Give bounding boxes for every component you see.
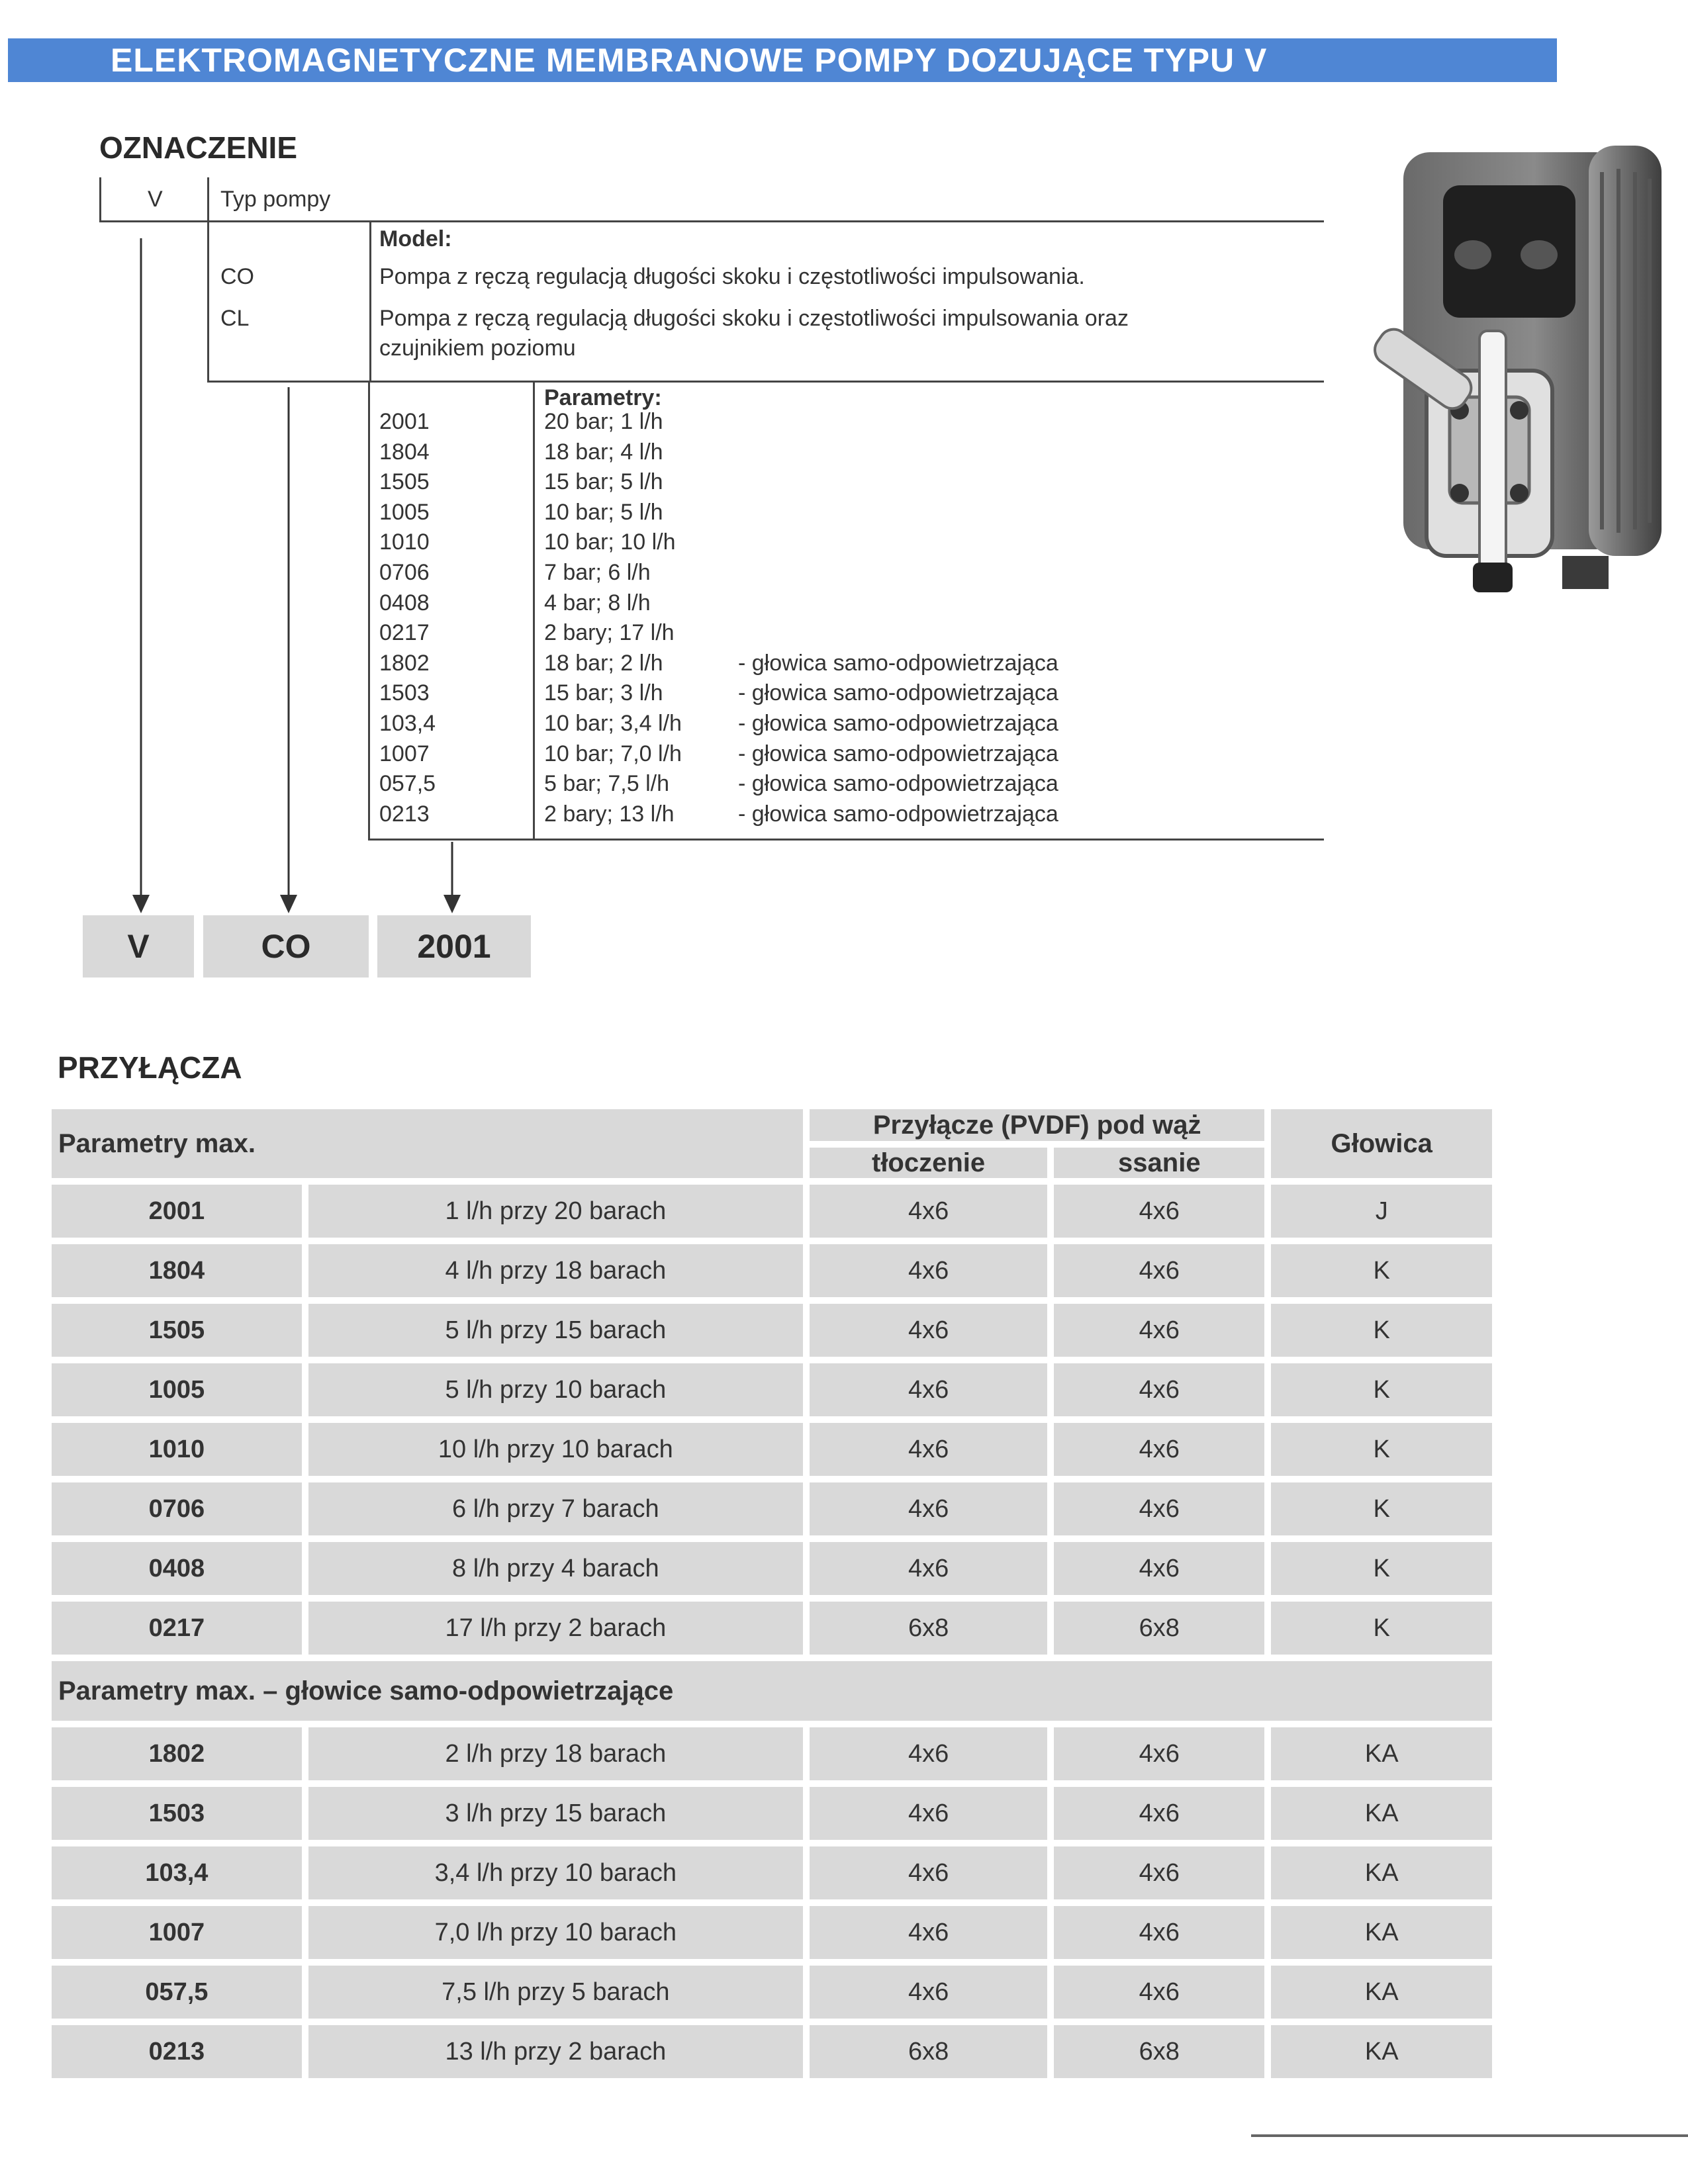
param-note: - głowica samo-odpowietrzająca <box>738 801 1058 827</box>
row-suction: 4x6 <box>1054 1482 1264 1535</box>
param-code: 1007 <box>379 741 430 766</box>
row-code: 0706 <box>52 1482 302 1535</box>
param-value: 7 bar; 6 l/h <box>544 560 651 585</box>
row-head: K <box>1271 1482 1492 1535</box>
col-params-header: Parametry max. <box>52 1109 803 1178</box>
row-suction: 4x6 <box>1054 1304 1264 1357</box>
param-note: - głowica samo-odpowietrzająca <box>738 711 1058 736</box>
row-head: J <box>1271 1185 1492 1238</box>
row-code: 0217 <box>52 1602 302 1655</box>
param-note: - głowica samo-odpowietrzająca <box>738 771 1058 797</box>
row-suction: 4x6 <box>1054 1244 1264 1297</box>
row-code: 1505 <box>52 1304 302 1357</box>
model-desc-cl-line1: Pompa z ręczą regulacją długości skoku i częstotliwości impulsowania oraz <box>379 306 1129 331</box>
row-discharge: 4x6 <box>810 1423 1047 1476</box>
param-code: 1505 <box>379 469 430 495</box>
row-code: 0213 <box>52 2025 302 2078</box>
pump-illustration <box>1370 132 1675 596</box>
row-discharge: 4x6 <box>810 1906 1047 1959</box>
param-code: 1802 <box>379 650 430 676</box>
model-label: Model: <box>379 226 452 251</box>
arrow-model-head <box>280 895 297 913</box>
row-suction: 4x6 <box>1054 1727 1264 1780</box>
param-code: 1005 <box>379 499 430 525</box>
row-code: 2001 <box>52 1185 302 1238</box>
row-discharge: 4x6 <box>810 1787 1047 1840</box>
model-code-co: CO <box>220 264 254 289</box>
param-value: 2 bary; 13 l/h <box>544 801 675 827</box>
param-value: 15 bar; 3 l/h <box>544 680 663 706</box>
footer-divider <box>1251 2134 1688 2137</box>
param-value: 18 bar; 2 l/h <box>544 650 663 676</box>
param-code: 2001 <box>379 409 430 434</box>
param-value: 4 bar; 8 l/h <box>544 590 651 615</box>
example-code-type: V <box>83 915 194 978</box>
row-suction: 4x6 <box>1054 1423 1264 1476</box>
table-row <box>52 1363 1492 1416</box>
param-value: 5 bar; 7,5 l/h <box>544 771 670 797</box>
row-desc: 13 l/h przy 2 barach <box>308 2025 803 2078</box>
designation-arrows <box>0 0 530 920</box>
row-code: 103,4 <box>52 1846 302 1899</box>
params-label: Parametry: <box>544 385 662 410</box>
row-code: 057,5 <box>52 1966 302 2019</box>
param-code: 0408 <box>379 590 430 615</box>
row-discharge: 4x6 <box>810 1363 1047 1416</box>
row-desc: 17 l/h przy 2 barach <box>308 1602 803 1655</box>
table-row <box>52 1727 1492 1780</box>
row-desc: 5 l/h przy 10 barach <box>308 1363 803 1416</box>
row-suction: 6x8 <box>1054 1602 1264 1655</box>
row-code: 1007 <box>52 1906 302 1959</box>
param-code: 1503 <box>379 680 430 706</box>
table-row <box>52 1185 1492 1238</box>
param-code: 0706 <box>379 560 430 585</box>
param-code: 057,5 <box>379 771 436 797</box>
row-code: 1804 <box>52 1244 302 1297</box>
row-desc: 3,4 l/h przy 10 barach <box>308 1846 803 1899</box>
row-code: 1010 <box>52 1423 302 1476</box>
param-code: 103,4 <box>379 711 436 736</box>
model-desc-cl-line2: czujnikiem poziomu <box>379 336 576 361</box>
row-code: 1005 <box>52 1363 302 1416</box>
param-value: 18 bar; 4 l/h <box>544 439 663 465</box>
row-head: KA <box>1271 1787 1492 1840</box>
row-desc: 3 l/h przy 15 barach <box>308 1787 803 1840</box>
table-row <box>52 1304 1492 1357</box>
table-row <box>52 1906 1492 1959</box>
row-discharge: 4x6 <box>810 1542 1047 1595</box>
row-desc: 7,5 l/h przy 5 barach <box>308 1966 803 2019</box>
table-row <box>52 1966 1492 2019</box>
model-desc-co: Pompa z ręczą regulacją długości skoku i częstotliwości impulsowania. <box>379 264 1085 289</box>
row-desc: 8 l/h przy 4 barach <box>308 1542 803 1595</box>
param-value: 10 bar; 10 l/h <box>544 529 676 555</box>
example-code-model: CO <box>203 915 369 978</box>
row-desc: 4 l/h przy 18 barach <box>308 1244 803 1297</box>
row-head: K <box>1271 1542 1492 1595</box>
row-code: 0408 <box>52 1542 302 1595</box>
table-row <box>52 1482 1492 1535</box>
param-value: 2 bary; 17 l/h <box>544 620 675 646</box>
row-head: KA <box>1271 1846 1492 1899</box>
row-head: KA <box>1271 1966 1492 2019</box>
table-row <box>52 1244 1492 1297</box>
row-discharge: 4x6 <box>810 1244 1047 1297</box>
row-head: KA <box>1271 1727 1492 1780</box>
param-value: 10 bar; 5 l/h <box>544 499 663 525</box>
row-desc: 5 l/h przy 15 barach <box>308 1304 803 1357</box>
param-note: - głowica samo-odpowietrzająca <box>738 680 1058 706</box>
param-code: 0213 <box>379 801 430 827</box>
row-desc: 2 l/h przy 18 barach <box>308 1727 803 1780</box>
row-head: K <box>1271 1363 1492 1416</box>
section-label: Parametry max. – głowice samo-odpowietrzające <box>52 1661 1492 1721</box>
col-suction-header: ssanie <box>1054 1148 1264 1178</box>
row-code: 1503 <box>52 1787 302 1840</box>
row-discharge: 4x6 <box>810 1185 1047 1238</box>
connections-table <box>45 1103 1499 2085</box>
param-note: - głowica samo-odpowietrzająca <box>738 650 1058 676</box>
col-head-header: Głowica <box>1271 1109 1492 1178</box>
param-code: 0217 <box>379 620 430 646</box>
designation-heading: OZNACZENIE <box>99 130 297 165</box>
row-head: KA <box>1271 2025 1492 2078</box>
row-discharge: 4x6 <box>810 1304 1047 1357</box>
table-row <box>52 1846 1492 1899</box>
row-head: K <box>1271 1602 1492 1655</box>
row-desc: 10 l/h przy 10 barach <box>308 1423 803 1476</box>
arrow-type-head <box>132 895 150 913</box>
section-row-self-venting <box>52 1661 1492 1721</box>
example-code-params: 2001 <box>377 915 531 978</box>
row-head: K <box>1271 1423 1492 1476</box>
arrow-params-head <box>444 895 461 913</box>
table-header-row <box>52 1109 1492 1141</box>
row-code: 1802 <box>52 1727 302 1780</box>
row-discharge: 4x6 <box>810 1846 1047 1899</box>
row-head: KA <box>1271 1906 1492 1959</box>
page-title-banner: ELEKTROMAGNETYCZNE MEMBRANOWE POMPY DOZUJĄCE TYPU V <box>8 38 1557 82</box>
row-desc: 7,0 l/h przy 10 barach <box>308 1906 803 1959</box>
table-row <box>52 1787 1492 1840</box>
param-note: - głowica samo-odpowietrzająca <box>738 741 1058 766</box>
type-code: V <box>148 187 163 212</box>
table-row <box>52 1602 1492 1655</box>
connections-heading: PRZYŁĄCZA <box>58 1050 242 1085</box>
row-suction: 4x6 <box>1054 1906 1264 1959</box>
row-suction: 4x6 <box>1054 1966 1264 2019</box>
row-discharge: 6x8 <box>810 1602 1047 1655</box>
type-label: Typ pompy <box>220 187 331 212</box>
row-suction: 4x6 <box>1054 1846 1264 1899</box>
row-suction: 4x6 <box>1054 1542 1264 1595</box>
row-discharge: 4x6 <box>810 1482 1047 1535</box>
row-suction: 4x6 <box>1054 1363 1264 1416</box>
col-conn-header: Przyłącze (PVDF) pod wąż <box>810 1109 1264 1141</box>
param-value: 20 bar; 1 l/h <box>544 409 663 434</box>
table-row <box>52 1423 1492 1476</box>
row-discharge: 4x6 <box>810 1966 1047 2019</box>
param-value: 10 bar; 3,4 l/h <box>544 711 682 736</box>
row-suction: 4x6 <box>1054 1185 1264 1238</box>
col-discharge-header: tłoczenie <box>810 1148 1047 1178</box>
param-code: 1010 <box>379 529 430 555</box>
row-discharge: 4x6 <box>810 1727 1047 1780</box>
param-value: 15 bar; 5 l/h <box>544 469 663 495</box>
row-desc: 6 l/h przy 7 barach <box>308 1482 803 1535</box>
row-suction: 4x6 <box>1054 1787 1264 1840</box>
row-suction: 6x8 <box>1054 2025 1264 2078</box>
tree-line-param-divider <box>533 381 535 841</box>
row-head: K <box>1271 1304 1492 1357</box>
row-discharge: 6x8 <box>810 2025 1047 2078</box>
table-row <box>52 2025 1492 2078</box>
row-desc: 1 l/h przy 20 barach <box>308 1185 803 1238</box>
model-code-cl: CL <box>220 306 250 331</box>
param-value: 10 bar; 7,0 l/h <box>544 741 682 766</box>
param-code: 1804 <box>379 439 430 465</box>
row-head: K <box>1271 1244 1492 1297</box>
table-row <box>52 1542 1492 1595</box>
